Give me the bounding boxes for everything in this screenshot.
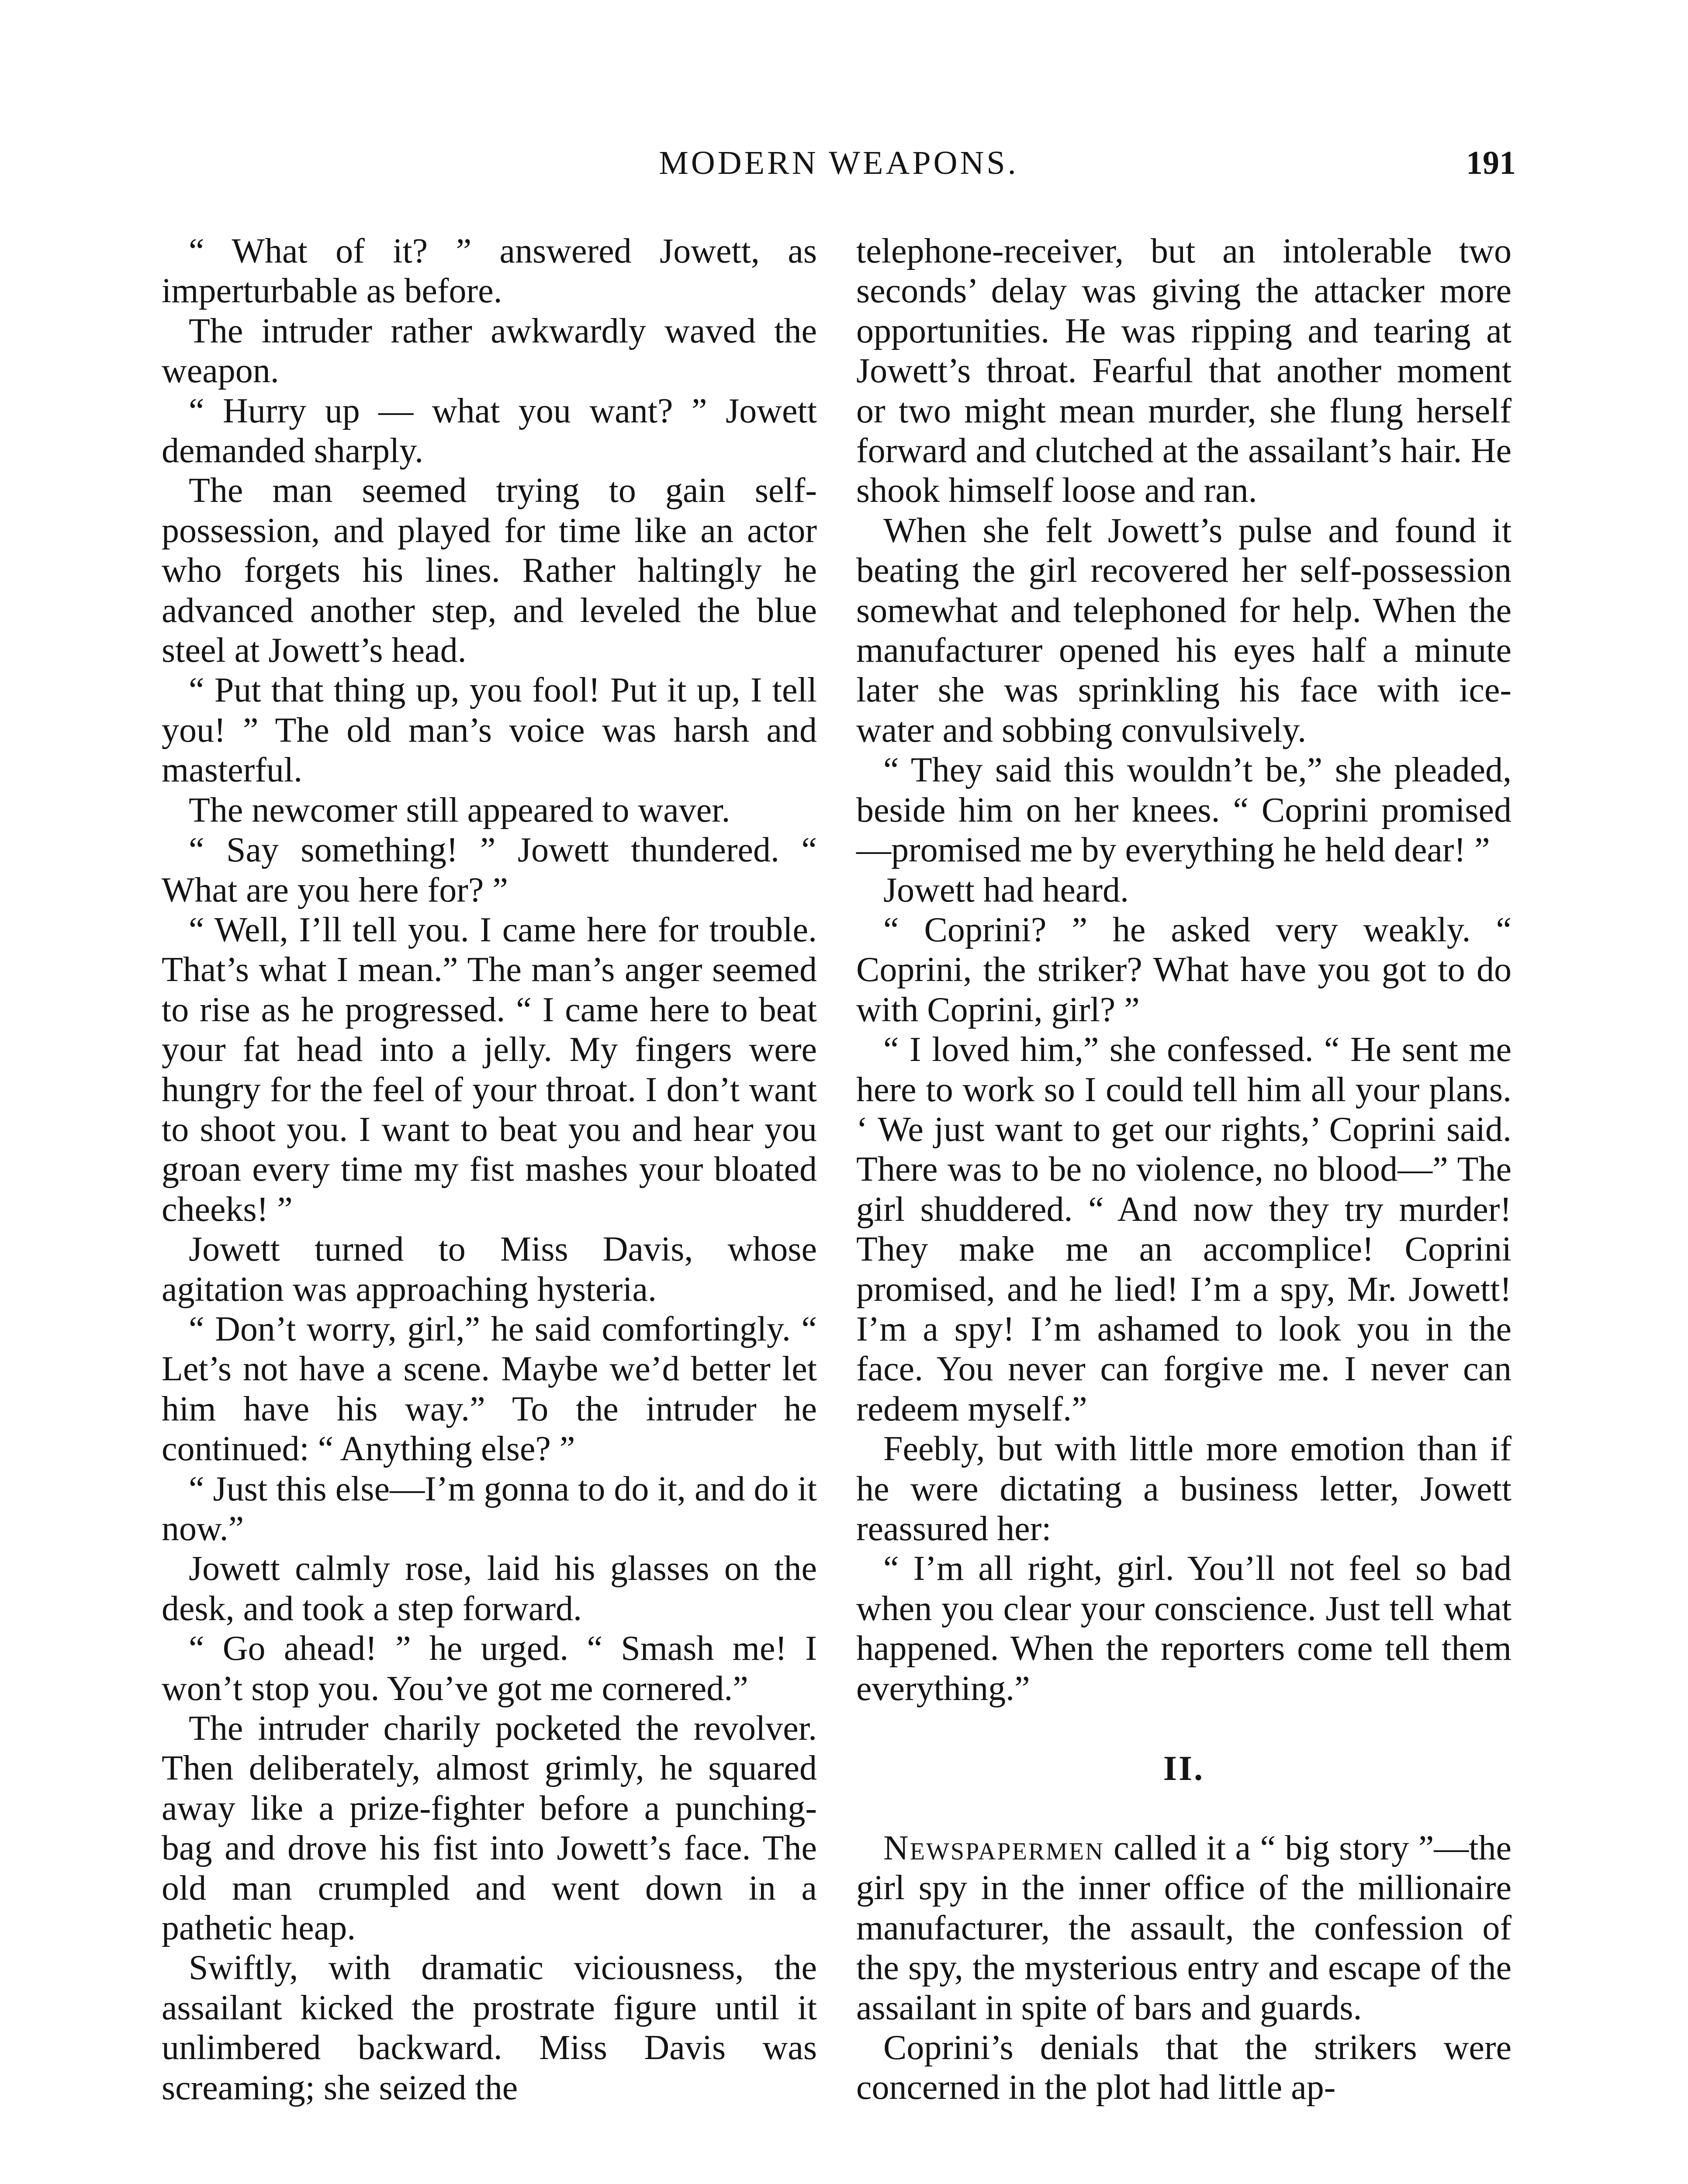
paragraph: “ Put that thing up, you fool! Put it up, I tell you! ” The old man’s voice was harsh and masterful. <box>162 671 817 790</box>
paragraph: Feebly, but with little more emotion than if he were dictating a business letter, Jowett reassured her: <box>856 1430 1512 1548</box>
paragraph: The intruder rather awkwardly waved the weapon. <box>162 311 817 390</box>
paragraph: “ Hurry up — what you want? ” Jowett demanded sharply. <box>162 391 817 470</box>
paragraph: The intruder charily pocketed the revolver. Then deliberately, almost grimly, he squared away like a prize-fighter before a punching-bag and drove his fist into Jowett’s face. The old man crumpled and went down in a pathetic heap. <box>162 1709 817 1948</box>
paragraph: Jowett calmly rose, laid his glasses on the desk, and took a step forward. <box>162 1549 817 1628</box>
paragraph: “ I’m all right, girl. You’ll not feel so bad when you clear your conscience. Just tell what happened. When the reporters come tell them everything.” <box>856 1549 1512 1708</box>
page-header <box>162 139 1516 187</box>
running-title: MODERN WEAPONS. <box>659 145 1019 181</box>
section-opening-paragraph <box>856 1828 1512 2028</box>
paragraph: Coprini’s denials that the strikers were concerned in the plot had little ap- <box>856 2028 1512 2107</box>
paragraph: The man seemed trying to gain self-possession, and played for time like an actor who forgets his lines. Rather haltingly he advanced another step, and leveled the blue steel at Jowett’s head. <box>162 471 817 670</box>
paragraph: “ Go ahead! ” he urged. “ Smash me! I won’t stop you. You’ve got me cornered.” <box>162 1629 817 1708</box>
paragraph: Jowett turned to Miss Davis, whose agitation was approaching hysteria. <box>162 1230 817 1309</box>
paragraph: “ Coprini? ” he asked very weakly. “ Coprini, the striker? What have you got to do with Coprini, girl? ” <box>856 910 1512 1029</box>
continued-paragraph: telephone-receiver, but an intolerable two seconds’ delay was giving the attacker more opportunities. He was ripping and tearing at Jowett’s throat. Fearful that another moment or two might mean murder, she flung herself forward and clutched at the assailant’s hair. He shook himself loose and ran. <box>856 232 1512 510</box>
paragraph: Jowett had heard. <box>883 871 1129 909</box>
paragraph: “ They said this wouldn’t be,” she pleaded, beside him on her knees. “ Coprini promised—promised me by everything he held dear! ” <box>856 751 1512 870</box>
paragraph: “ Well, I’ll tell you. I came here for trouble. That’s what I mean.” The man’s anger seemed to rise as he progressed. “ I came here to beat your fat head into a jelly. My fingers were hungry for the feel of your throat. I don’t want to shoot you. I want to beat you and hear you groan every time my fist mashes your bloated cheeks! ” <box>162 910 817 1229</box>
paragraph: “ I loved him,” she confessed. “ He sent me here to work so I could tell him all your plans. ‘ We just want to get our rights,’ Coprini said. There was to be no violence, no blood—” The girl shuddered. “ And now they try murder! They make me an accomplice! Coprini promised, and he lied! I’m a spy, Mr. Jowett! I’m a spy! I’m ashamed to look you in the face. You never can forgive me. I never can redeem myself.” <box>856 1030 1512 1428</box>
section-number: II. <box>1163 1749 1205 1788</box>
paragraph: When she felt Jowett’s pulse and found it beating the girl recovered her self-possession somewhat and telephoned for help. When the manufacturer opened his eyes half a minute later she was sprinkling his face with ice-water and sobbing convulsively. <box>856 511 1512 750</box>
paragraph: “ Just this else—I’m gonna to do it, and do it now.” <box>162 1469 817 1548</box>
section-opening-text: called it a “ big story ”—the girl spy in the inner office of the millionaire manufacturer, the assault, the confession of the spy, the mysterious entry and escape of the assailant in spite of bars and guards. <box>856 1829 1512 2027</box>
section-lead-word: Newspapermen <box>883 1829 1104 1868</box>
paragraph: “ What of it? ” answered Jowett, as imperturbable as before. <box>162 232 817 311</box>
left-column <box>162 232 817 2108</box>
paragraph: Swiftly, with dramatic viciousness, the assailant kicked the prostrate figure until it unlimbered backward. Miss Davis was screaming; she seized the <box>162 1949 817 2107</box>
paragraph: “ Don’t worry, girl,” he said comfortingly. “ Let’s not have a scene. Maybe we’d better let him have his way.” To the intruder he continued: “ Anything else? ” <box>162 1310 817 1469</box>
page-number: 191 <box>1466 145 1516 181</box>
paragraph: “ Say something! ” Jowett thundered. “ What are you here for? ” <box>162 831 817 909</box>
right-column <box>856 232 1512 2108</box>
paragraph: The newcomer still appeared to waver. <box>189 791 730 829</box>
